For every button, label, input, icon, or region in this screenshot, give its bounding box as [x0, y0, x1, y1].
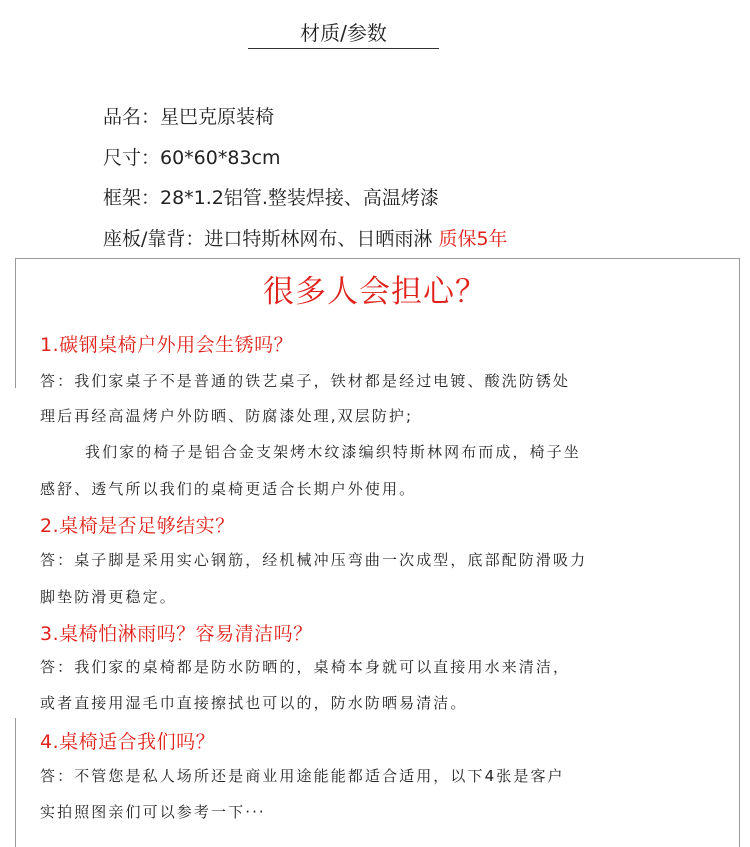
faq-question-2: 2.桌椅是否足够结实？: [40, 515, 235, 537]
faq-answer-4-line-2: 实拍照图亲们可以参考一下···: [40, 803, 266, 821]
spec-frame: 框架：28*1.2铝管.整装焊接、高温烤漆: [103, 187, 439, 209]
spec-product-name: 品名：星巴克原装椅: [103, 106, 275, 128]
spec-list: [103, 104, 508, 266]
warranty-note: 质保5年: [438, 227, 508, 250]
section-title: 材质/参数: [248, 18, 439, 49]
faq-answer-1-line-4: 感舒、透气所以我们的桌椅更适合长期户外使用。: [40, 480, 417, 498]
faq-answer-1-line-2: 理后再经高温烤户外防晒、防腐漆处理,双层防护;: [40, 407, 414, 425]
frame-gap-right: [736, 385, 739, 495]
faq-question-3: 3.桌椅怕淋雨吗？容易清洁吗？: [40, 623, 313, 645]
faq-question-1: 1.碳钢桌椅户外用会生锈吗？: [40, 334, 294, 356]
spec-size: 尺寸：60*60*83cm: [103, 146, 281, 169]
faq-answer-2-line-1: 答：桌子脚是采用实心钢筋，经机械冲压弯曲一次成型，底部配防滑吸力: [40, 551, 588, 569]
faq-answer-4-line-1: 答：不管您是私人场所还是商业用途能能都适合适用，以下4张是客户: [40, 767, 565, 785]
faq-answer-3-line-2: 或者直接用湿毛巾直接擦拭也可以的，防水防晒易清洁。: [40, 694, 468, 712]
faq-answer-3-line-1: 答：我们家的桌椅都是防水防晒的，桌椅本身就可以直接用水来清洁，: [40, 658, 571, 676]
faq-answer-1-line-1: 答：我们家桌子不是普通的铁艺桌子，铁材都是经过电镀、酸洗防锈处: [40, 372, 571, 390]
faq-question-4: 4.桌椅适合我们吗？: [40, 731, 216, 753]
frame-gap-left: [14, 388, 17, 718]
faq-answer-1-line-3: 我们家的椅子是铝合金支架烤木纹漆编织特斯林网布而成，椅子坐: [85, 443, 581, 461]
faq-answer-2-line-2: 脚垫防滑更稳定。: [40, 588, 177, 606]
spec-seat-back: 座板/靠背：进口特斯林网布、日晒雨淋 质保5年: [103, 227, 508, 250]
faq-heading: 很多人会担心？: [263, 274, 487, 310]
